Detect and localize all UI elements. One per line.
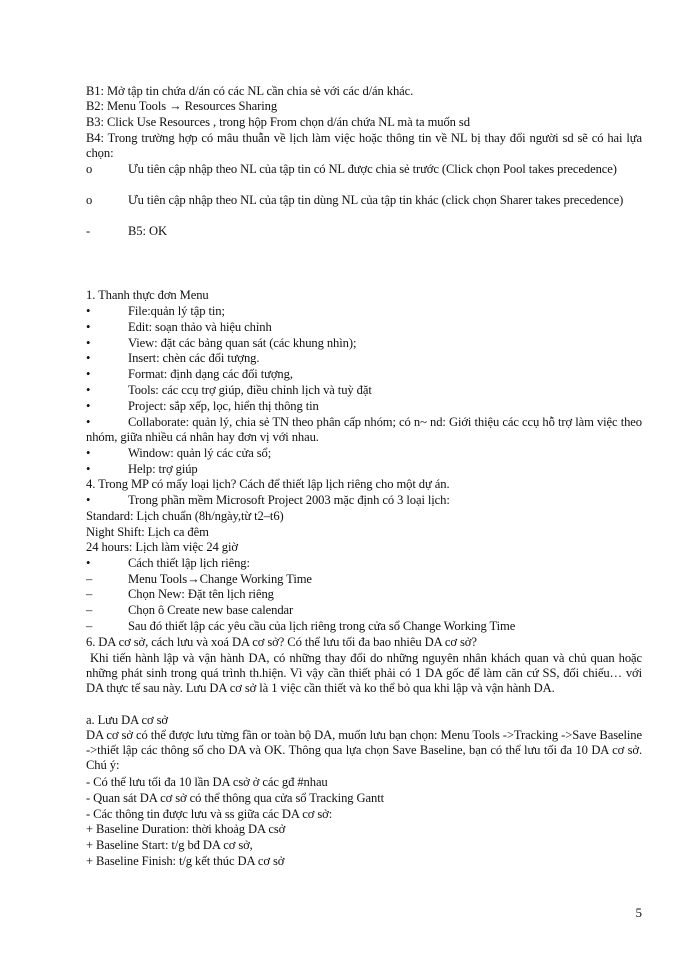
menu-section-title: 1. Thanh thực đơn Menu [86, 288, 209, 302]
baseline-paragraph: Khi tiến hành lập và vận hành DA, có những thay đổi do những nguyên nhân khách quan và chủ quan hoặc những phát sinh trong quá trình th.hiện. Vì vậy cần thiết phải có 1 DA gốc để làm căn cứ SS, đối chiếu… với DA thực tế sau này. Lưu DA cơ sở là 1 việc cần thiết và ko thể bỏ qua khi lập và vận hành DA. [86, 651, 642, 695]
dash: – [86, 603, 93, 617]
dash: – [86, 619, 93, 633]
menu-item-edit: Edit: soạn thảo và hiệu chỉnh [128, 320, 272, 334]
calendar-step: Sau đó thiết lập các yêu cầu của lịch riêng trong cửa sổ Change Working Time [128, 619, 516, 633]
question-4: 4. Trong MP có mấy loại lịch? Cách để thiết lập lịch riêng cho một dự án. [86, 477, 450, 491]
calendar-step: Chọn ô Create new base calendar [128, 603, 294, 617]
calendar-standard: Standard: Lịch chuẩn (8h/ngày,từ t2–t6) [86, 509, 284, 523]
option-marker: o [86, 162, 93, 176]
bullet: • [86, 493, 91, 507]
calendar-24-hours: 24 hours: Lịch làm việc 24 giờ [86, 540, 238, 554]
bullet: • [86, 556, 91, 570]
bullet: • [86, 304, 91, 318]
step-b5-marker: - [86, 224, 91, 238]
menu-item-window: Window: quản lý các cửa sổ; [128, 446, 272, 460]
baseline-note: - Có thể lưu tối đa 10 lần DA csở ở các gđ #nhau [86, 775, 328, 789]
bullet: • [86, 320, 91, 334]
menu-item-file: File:quản lý tập tin; [128, 304, 225, 318]
bullet: • [86, 462, 91, 476]
page-number: 5 [635, 905, 642, 920]
step-b5: B5: OK [128, 224, 167, 238]
baseline-save-paragraph: DA cơ sở có thể được lưu từng fần or toàn bộ DA, muốn lưu bạn chọn: Menu Tools ->Tracking ->Save Baseline ->thiết lập các thông số cho DA và OK. Thông qua lựa chọn Save Baseline, bạn có thể lưu tối đa 10 DA cơ sở. Chú ý: [86, 728, 642, 772]
option-sharer-takes-precedence: Ưu tiên cập nhập theo NL của tập tin dùng NL của tập tin khác (click chọn Sharer takes precedence) [128, 193, 624, 207]
menu-item-help: Help: trợ giúp [128, 462, 198, 476]
menu-item-view: View: đặt các bảng quan sát (các khung nhìn); [128, 336, 357, 350]
calendar-night-shift: Night Shift: Lịch ca đêm [86, 525, 209, 539]
baseline-note: + Baseline Duration: thời khoảg DA csở [86, 822, 286, 836]
calendar-intro: Trong phần mềm Microsoft Project 2003 mặc định có 3 loại lịch: [128, 493, 450, 507]
option-marker: o [86, 193, 93, 207]
baseline-note: - Các thông tin được lưu và ss giữa các DA cơ sở: [86, 807, 333, 821]
menu-item-format: Format: định dạng các đối tượng, [128, 367, 293, 381]
baseline-note: - Quan sát DA cơ sở có thể thông qua cửa sổ Tracking Gantt [86, 791, 385, 805]
baseline-note: + Baseline Finish: t/g kết thúc DA cơ sở [86, 854, 285, 868]
calendar-step: Menu Tools→Change Working Time [128, 572, 312, 586]
bullet: • [86, 336, 91, 350]
baseline-save-title: a. Lưu DA cơ sở [86, 713, 168, 727]
menu-item-collaborate: Collaborate: quản lý, chia sẻ TN theo phân cấp nhóm; có n~ nd: Giới thiệu các ccụ hỗ trợ làm việc theo nhóm, giữa nhiều cá nhân hay đơn vị với nhau. [86, 415, 642, 444]
dash: – [86, 587, 93, 601]
option-pool-takes-precedence: Ưu tiên cập nhập theo NL của tập tin có NL được chia sẻ trước (Click chọn Pool takes precedence) [128, 162, 617, 176]
calendar-step: Chọn New: Đặt tên lịch riêng [128, 587, 274, 601]
menu-item-project: Project: sắp xếp, lọc, hiển thị thông tin [128, 399, 319, 413]
bullet: • [86, 351, 91, 365]
baseline-note: + Baseline Start: t/g bđ DA cơ sở, [86, 838, 253, 852]
bullet: • [86, 383, 91, 397]
bullet: • [86, 399, 91, 413]
bullet: • [86, 367, 91, 381]
step-b3: B3: Click Use Resources , trong hộp From chọn d/án chứa NL mà ta muốn sd [86, 115, 470, 129]
calendar-how-to: Cách thiết lập lịch riêng: [128, 556, 250, 570]
menu-item-tools: Tools: các ccụ trợ giúp, điều chỉnh lịch và tuỳ đặt [128, 383, 372, 397]
dash: – [86, 572, 93, 586]
step-b1: B1: Mở tập tin chứa d/án có các NL cần chia sẻ với các d/án khác. [86, 84, 414, 98]
menu-item-insert: Insert: chèn các đối tượng. [128, 351, 260, 365]
step-b4: B4: Trong trường hợp có mâu thuẫn về lịch làm việc hoặc thông tin về NL bị thay đổi người sd sẽ có hai lựa chọn: [86, 131, 642, 160]
bullet: • [86, 415, 91, 429]
bullet: • [86, 446, 91, 460]
question-6: 6. DA cơ sở, cách lưu và xoá DA cơ sở? Có thể lưu tối đa bao nhiêu DA cơ sở? [86, 635, 477, 649]
step-b2: B2: Menu Tools → Resources Sharing [86, 99, 278, 113]
